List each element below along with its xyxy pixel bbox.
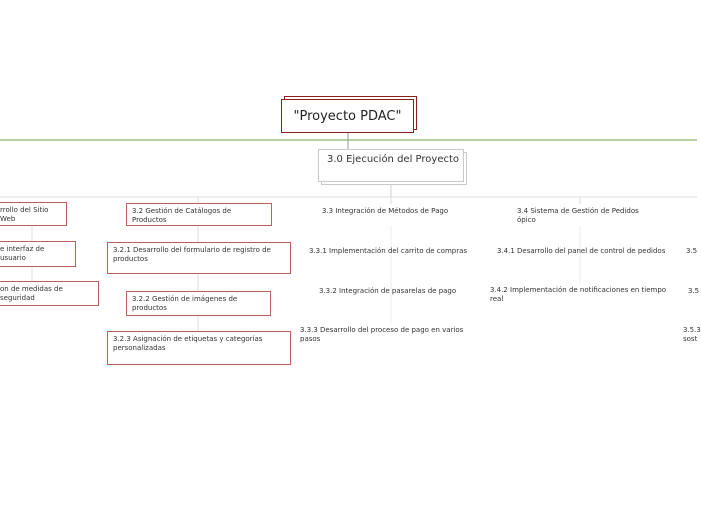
subtopic-label: 3.5.3 sost	[683, 326, 701, 343]
subtopic-etiquetas-categorias[interactable]	[107, 331, 291, 365]
subtopic-gestion-catalogos[interactable]	[126, 203, 272, 226]
subtopic-panel-pedidos[interactable]	[497, 247, 672, 261]
main-topic-label: 3.0 Ejecución del Proyecto	[327, 154, 460, 165]
subtopic-gestion-imagenes[interactable]	[126, 291, 271, 316]
subtopic-label: 3.4 Sistema de Gestión de Pedidos ópico	[517, 207, 639, 224]
subtopic-medidas-seguridad[interactable]	[0, 281, 99, 306]
subtopic-formulario-registro[interactable]	[107, 242, 291, 274]
subtopic-label: 3.2.3 Asignación de etiquetas y categorías personalizadas	[113, 335, 263, 352]
subtopic-label: 3.4.2 Implementación de notificaciones en tiempo real	[490, 286, 667, 303]
subtopic-label: 3.3 Integración de Métodos de Pago	[322, 207, 449, 215]
subtopic-label: 3.2 Gestión de Catálogos de Productos	[132, 207, 232, 224]
root-topic-label: "Proyecto PDAC"	[293, 108, 402, 124]
subtopic-col5-2[interactable]	[688, 287, 700, 301]
subtopic-interfaz-usuario[interactable]	[0, 241, 76, 267]
subtopic-label: 3.4.1 Desarrollo del panel de control de pedidos	[497, 247, 666, 255]
subtopic-proceso-pago[interactable]	[300, 326, 475, 348]
subtopic-label: 3.3.1 Implementación del carrito de compras	[309, 247, 468, 255]
subtopic-carrito-compras[interactable]	[309, 247, 479, 261]
subtopic-metodos-pago[interactable]	[322, 207, 472, 221]
subtopic-label: e interfaz de usuario	[0, 245, 45, 262]
subtopic-col5-1[interactable]	[686, 247, 697, 261]
subtopic-label: 3.2.2 Gestión de imágenes de productos	[132, 295, 238, 312]
subtopic-label: 3.2.1 Desarrollo del formulario de registro de productos	[113, 246, 271, 263]
subtopic-col5-3[interactable]	[683, 326, 701, 348]
subtopic-label: rrollo del Sitio Web	[0, 206, 49, 223]
subtopic-sitio-web[interactable]	[0, 202, 67, 226]
subtopic-label: 3.3.2 Integración de pasarelas de pago	[319, 287, 457, 295]
subtopic-label: 3.5	[688, 287, 700, 295]
subtopic-notificaciones[interactable]	[490, 286, 670, 308]
subtopic-label: on de medidas de seguridad	[0, 285, 63, 302]
subtopic-label: 3.3.3 Desarrollo del proceso de pago en varios pasos	[300, 326, 464, 343]
subtopic-pasarelas-pago[interactable]	[319, 287, 469, 301]
main-topic[interactable]	[318, 149, 464, 182]
subtopic-label: 3.5	[686, 247, 698, 255]
subtopic-gestion-pedidos[interactable]	[517, 207, 647, 229]
root-topic[interactable]	[281, 99, 414, 133]
